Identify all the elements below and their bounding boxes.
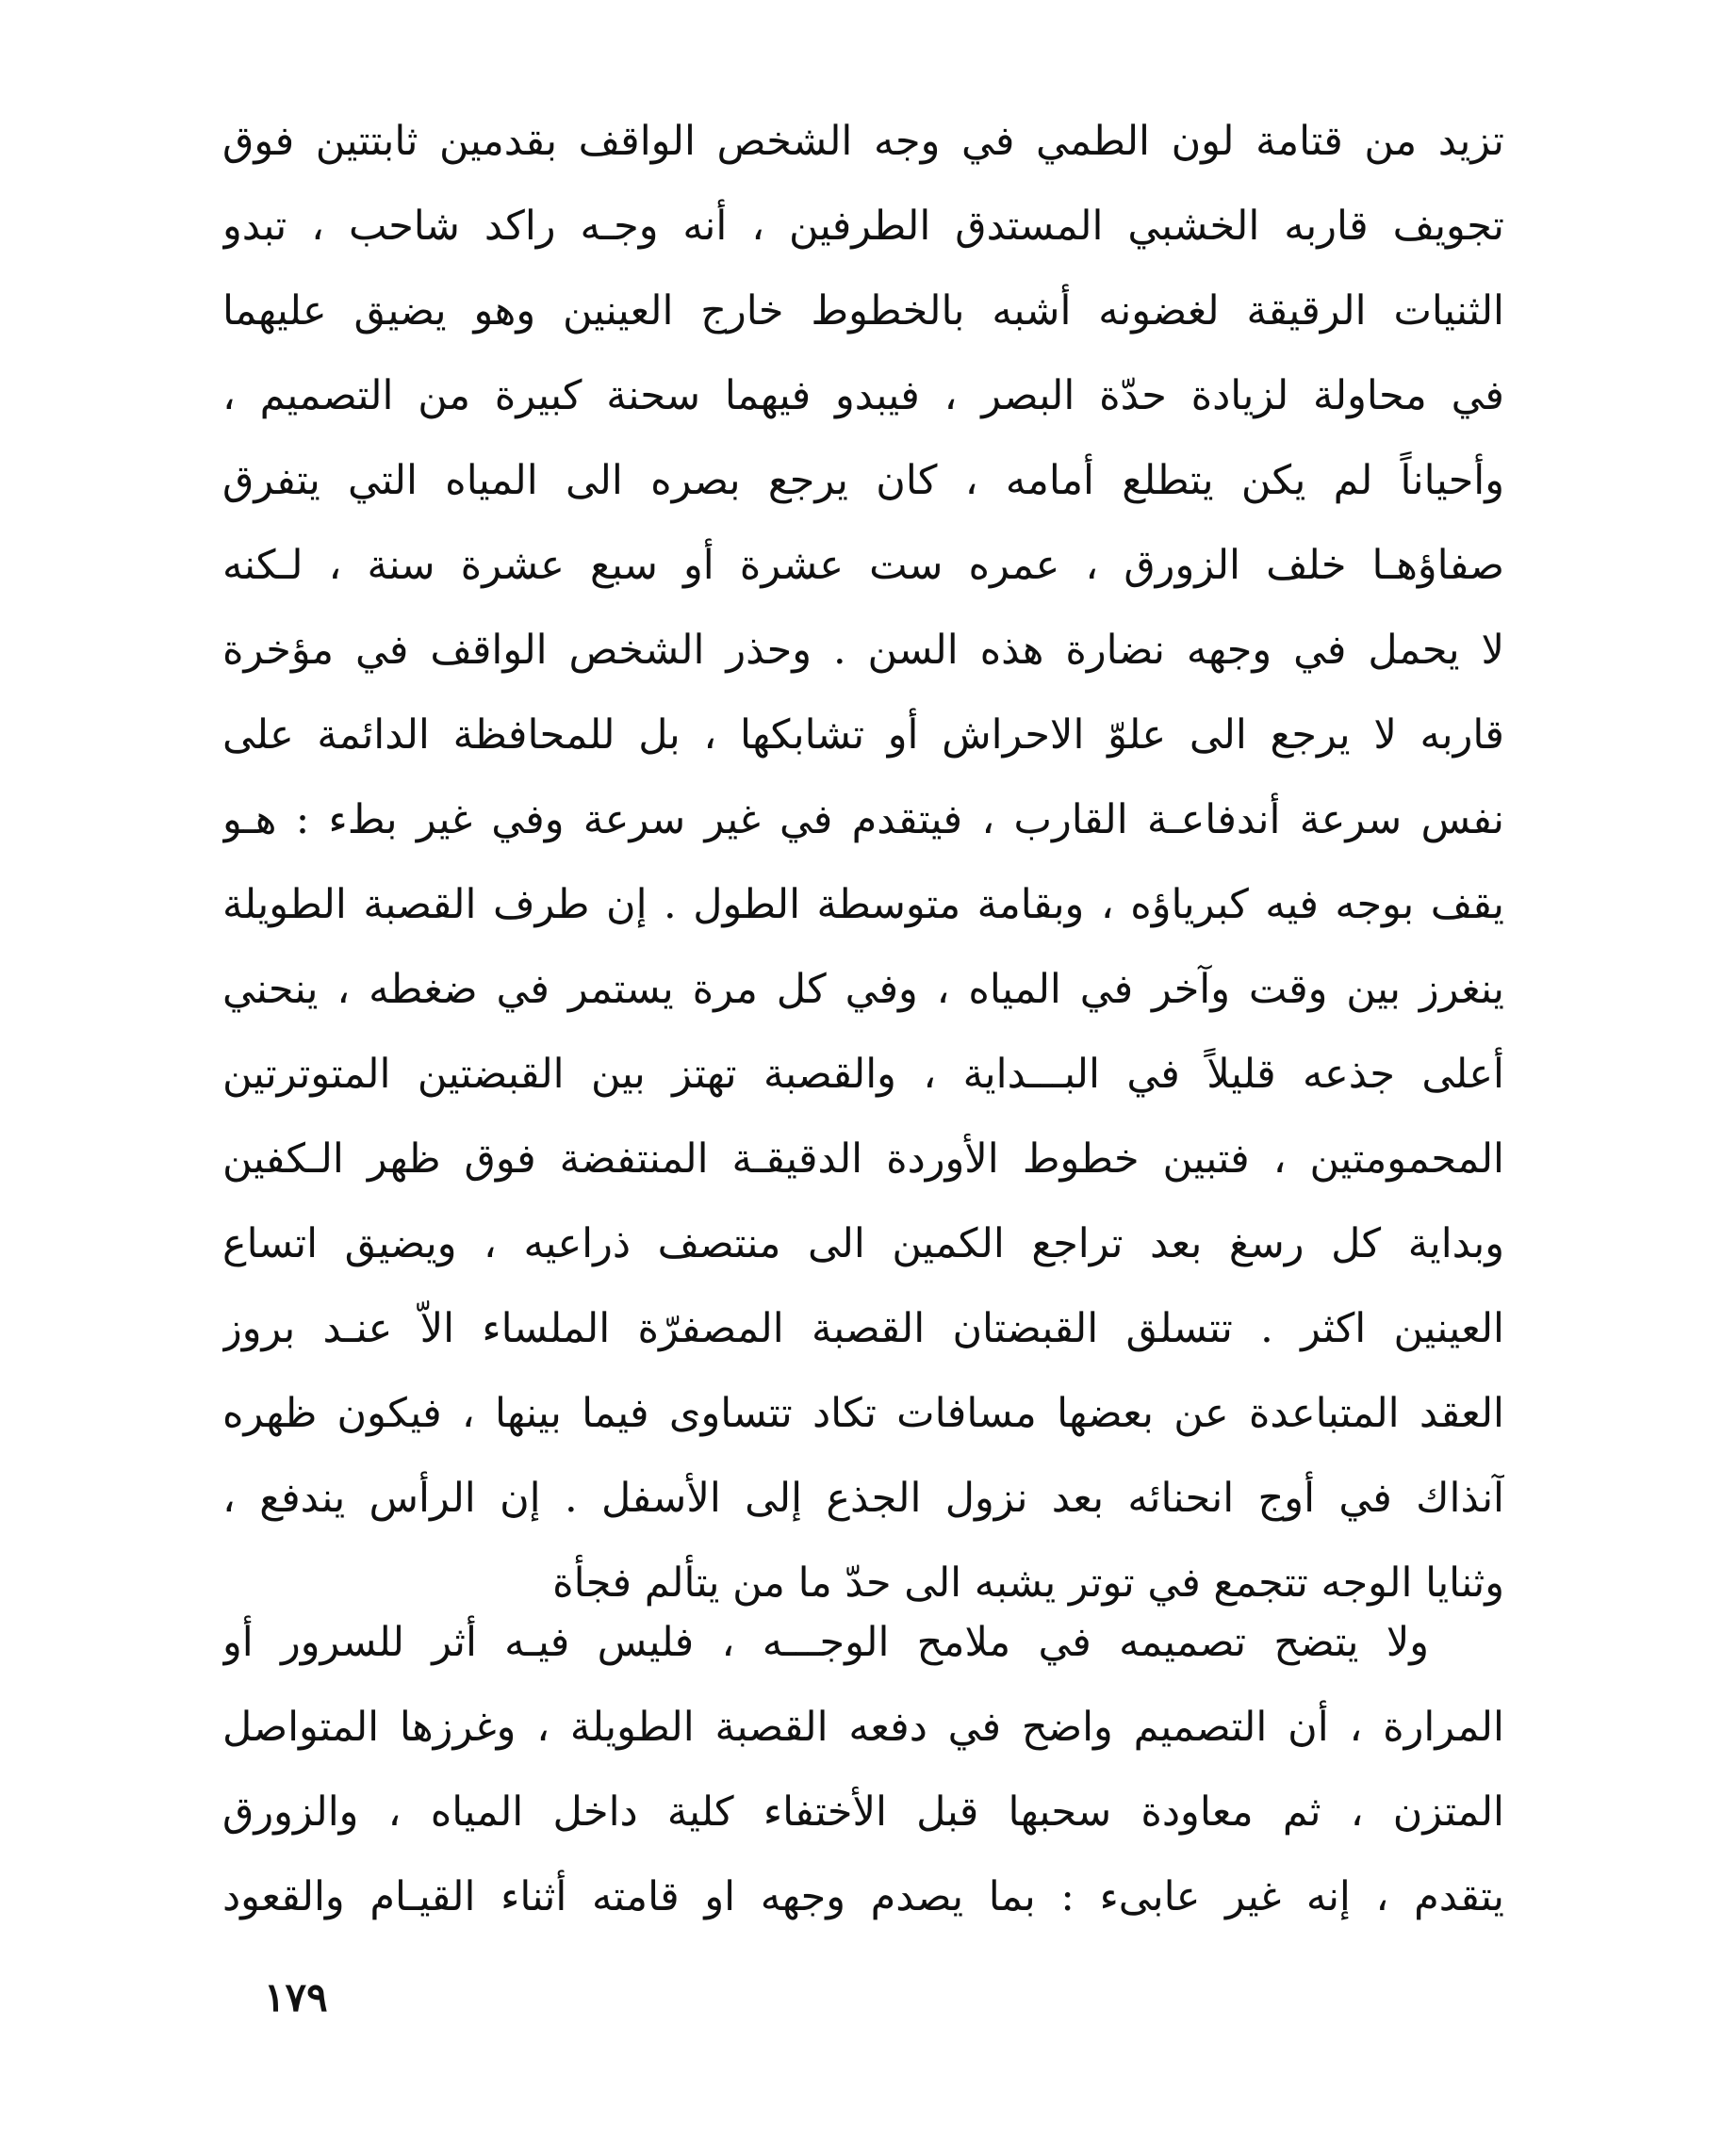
text-line: لا يحمل في وجهه نضارة هذه السن . وحذر الشخص الواقف في مؤخرة bbox=[222, 627, 1504, 674]
text-line: تزيد من قتامة لون الطمي في وجه الشخص الواقف بقدمين ثابتتين فوق bbox=[222, 118, 1504, 165]
text-line: آنذاك في أوج انحنائه بعد نزول الجذع إلى الأسفل . إن الرأس يندفع ، bbox=[222, 1475, 1504, 1522]
text-line: ينغرز بين وقت وآخر في المياه ، وفي كل مرة يستمر في ضغطه ، ينحني bbox=[222, 966, 1504, 1013]
text-line: الثنيات الرقيقة لغضونه أشبه بالخطوط خارج العينين وهو يضيق عليهما bbox=[222, 287, 1504, 335]
text-line: صفاؤهـا خلف الزورق ، عمره ست عشرة أو سبع عشرة سنة ، لـكنه bbox=[222, 542, 1504, 589]
text-line: المرارة ، أن التصميم واضح في دفعه القصبة الطويلة ، وغرزها المتواصل bbox=[222, 1704, 1504, 1751]
text-line: العينين اكثر . تتسلق القبضتان القصبة المصفرّة الملساء الاّ عنـد بروز bbox=[222, 1305, 1504, 1352]
text-line: المتزن ، ثم معاودة سحبها قبل الأختفاء كلية داخل المياه ، والزورق bbox=[222, 1788, 1504, 1836]
text-line: يتقدم ، إنه غير عابىء : بما يصدم وجهه او قامته أثناء القيـام والقعود bbox=[222, 1873, 1504, 1920]
text-line: أعلى جذعه قليلاً في البـــداية ، والقصبة تهتز بين القبضتين المتوترتين bbox=[222, 1051, 1504, 1098]
text-line: وبداية كل رسغ بعد تراجع الكمين الى منتصف ذراعيه ، ويضيق اتساع bbox=[222, 1220, 1504, 1267]
paragraph-2 bbox=[222, 1600, 1504, 1939]
text-line: في محاولة لزيادة حدّة البصر ، فيبدو فيهما سحنة كبيرة من التصميم ، bbox=[222, 372, 1504, 419]
text-line: العقد المتباعدة عن بعضها مسافات تكاد تتساوى فيما بينها ، فيكون ظهره bbox=[222, 1390, 1504, 1437]
text-line: وثنايا الوجه تتجمع في توتر يشبه الى حدّ ما من يتألم فجأة bbox=[552, 1560, 1504, 1607]
page-number: ١٧٩ bbox=[264, 1974, 328, 2020]
text-line: وأحياناً لم يكن يتطلع أمامه ، كان يرجع بصره الى المياه التي يتفرق bbox=[222, 457, 1504, 504]
text-line: تجويف قاربه الخشبي المستدق الطرفين ، أنه وجـه راكد شاحب ، تبدو bbox=[222, 203, 1504, 250]
paragraph-1 bbox=[222, 99, 1504, 1625]
text-line: يقف بوجه فيه كبرياؤه ، وبقامة متوسطة الطول . إن طرف القصبة الطويلة bbox=[222, 881, 1504, 928]
text-line: المحمومتين ، فتبين خطوط الأوردة الدقيقـة المنتفضة فوق ظهر الـكفين bbox=[222, 1135, 1504, 1183]
text-line: قاربه لا يرجع الى علوّ الاحراش أو تشابكها ، بل للمحافظة الدائمة على bbox=[222, 711, 1504, 759]
text-line: نفس سرعة أندفاعـة القارب ، فيتقدم في غير سرعة وفي غير بطء : هـو bbox=[222, 796, 1504, 843]
text-line: ولا يتضح تصميمه في ملامح الوجـــه ، فليس فيـه أثر للسرور أو bbox=[222, 1619, 1429, 1666]
